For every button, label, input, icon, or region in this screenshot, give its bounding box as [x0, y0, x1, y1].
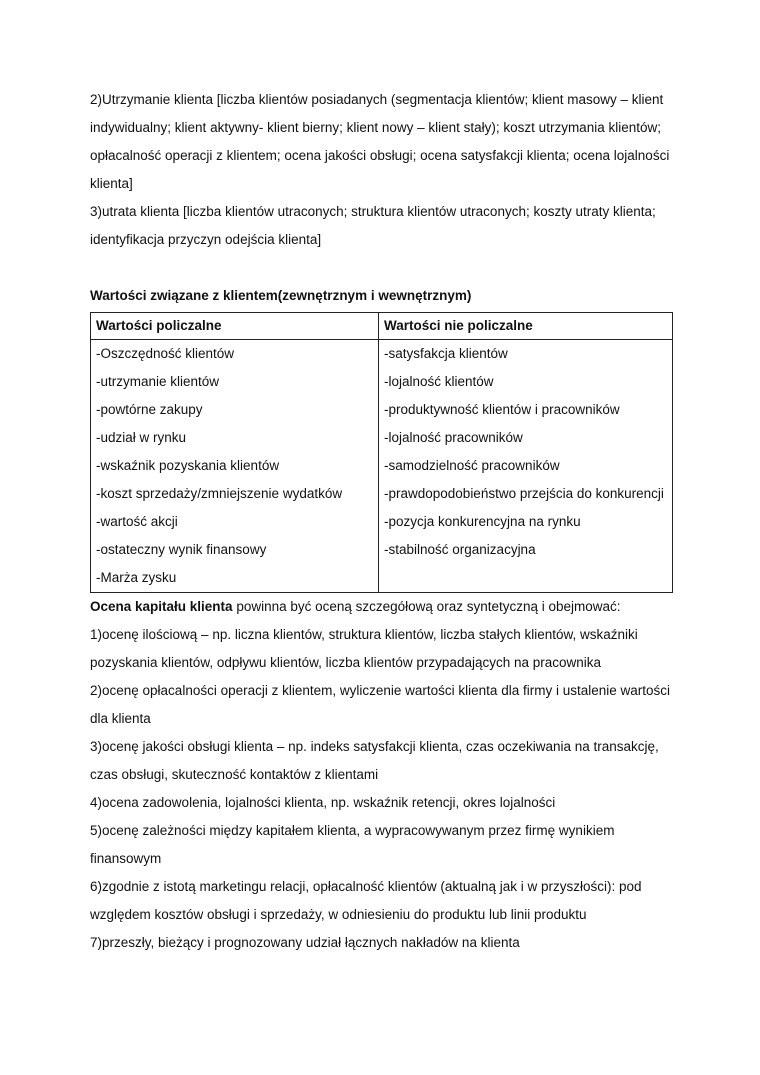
list-item: -wskaźnik pozyskania klientów [96, 458, 280, 473]
list-item: -lojalność pracowników [384, 430, 523, 445]
values-table [90, 312, 673, 593]
list-item: -powtórne zakupy [96, 402, 203, 417]
assessment-lead-rest: powinna być oceną szczegółową oraz syntetyczną i obejmować: [232, 599, 621, 614]
assessment-item: 6)zgodnie z istotą marketingu relacji, opłacalność klientów (aktualną jak i w przyszłości): pod względem kosztów obsługi i sprzedaży, w odniesieniu do produktu lub linii produktu [90, 879, 642, 922]
uncountable-values-list [384, 340, 672, 564]
values-heading: Wartości związane z klientem(zewnętrznym i wewnętrznym) [90, 288, 472, 303]
assessment-intro [90, 593, 680, 621]
blank-line [90, 254, 680, 282]
table-body-row [91, 340, 673, 593]
list-item: -koszt sprzedaży/zmniejszenie wydatków [96, 486, 343, 501]
assessment-item: 2)ocenę opłacalności operacji z klientem, wyliczenie wartości klienta dla firmy i ustalenie wartości dla klienta [90, 683, 670, 726]
assessment-item: 4)ocena zadowolenia, lojalności klienta, np. wskaźnik retencji, okres lojalności [90, 795, 556, 810]
assessment-item: 5)ocenę zależności między kapitałem klienta, a wypracowywanym przez firmę wynikiem finansowym [90, 823, 615, 866]
list-item: -samodzielność pracowników [384, 458, 560, 473]
paragraph-retention: 2)Utrzymanie klienta [liczba klientów posiadanych (segmentacja klientów; klient masowy – klient indywidualny; klient aktywny- klient bierny; klient nowy – klient stały); koszt utrzymania klientów; opłacalność operacji z klientem; ocena jakości obsługi; ocena satysfakcji klienta; ocena lojalności klienta] [90, 92, 670, 191]
table-header-row [91, 313, 673, 340]
assessment-item: 3)ocenę jakości obsługi klienta – np. indeks satysfakcji klienta, czas oczekiwania na transakcję, czas obsługi, skuteczność kontaktów z klientami [90, 739, 659, 782]
list-item: -stabilność organizacyjna [384, 542, 536, 557]
list-item: -udział w rynku [96, 430, 187, 445]
list-item: -Oszczędność klientów [96, 346, 235, 361]
list-item: -utrzymanie klientów [96, 374, 220, 389]
list-item: -satysfakcja klientów [384, 346, 508, 361]
document-page [90, 86, 680, 957]
list-item: -lojalność klientów [384, 374, 494, 389]
list-item: -prawdopodobieństwo przejścia do konkurencji [384, 486, 664, 501]
uncountable-values-cell [379, 340, 673, 593]
countable-values-list [96, 340, 378, 592]
countable-values-cell [91, 340, 379, 593]
list-item: -wartość akcji [96, 514, 178, 529]
list-item: -ostateczny wynik finansowy [96, 542, 267, 557]
assessment-item: 1)ocenę ilościową – np. liczna klientów, struktura klientów, liczba stałych klientów, wskaźniki pozyskania klientów, odpływu klientów, liczba klientów przypadających na pracownika [90, 627, 638, 670]
list-item: -Marża zysku [96, 570, 177, 585]
paragraph-loss: 3)utrata klienta [liczba klientów utraconych; struktura klientów utraconych; koszty utraty klienta; identyfikacja przyczyn odejścia klienta] [90, 204, 656, 247]
header-uncountable: Wartości nie policzalne [379, 313, 673, 340]
assessment-item: 7)przeszły, bieżący i prognozowany udział łącznych nakładów na klienta [90, 935, 520, 950]
assessment-lead-bold: Ocena kapitału klienta [90, 599, 233, 614]
header-countable: Wartości policzalne [91, 313, 379, 340]
list-item: -produktywność klientów i pracowników [384, 402, 620, 417]
list-item: -pozycja konkurencyjna na rynku [384, 514, 581, 529]
